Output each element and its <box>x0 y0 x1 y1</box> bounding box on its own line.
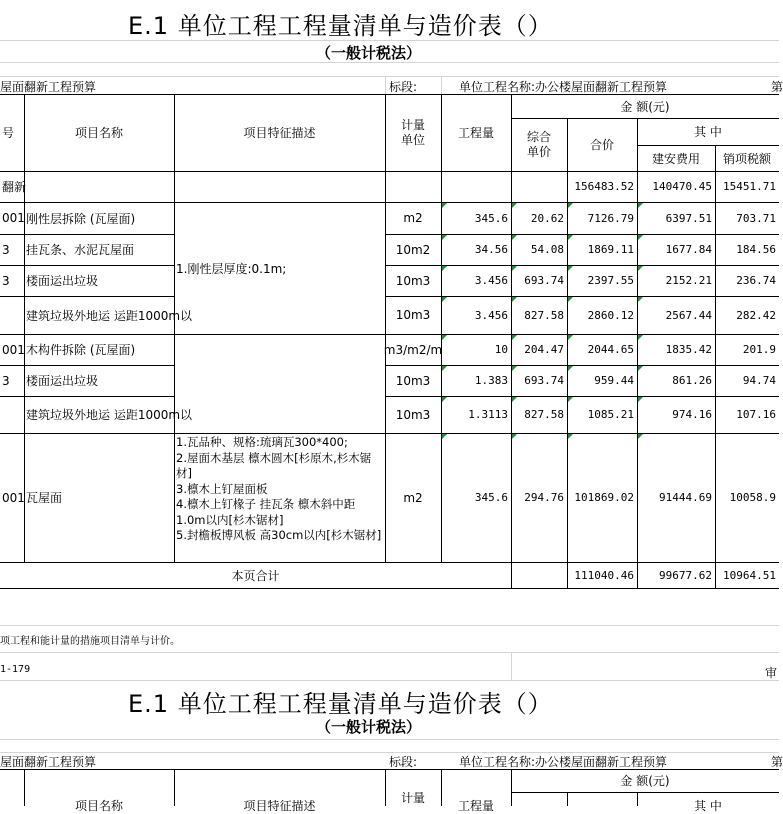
header-code: 号 <box>2 126 15 140</box>
footer-page-code: 1-179 <box>0 664 31 675</box>
feature-desc-group-1: 1.刚性层厚度:0.1m; <box>176 261 287 276</box>
header-item-name: 项目名称 <box>74 126 123 140</box>
cell-comment-marker <box>568 297 573 302</box>
project-name: 单位工程名称:办公楼屋面翻新工程预算 <box>459 80 668 94</box>
subtotal-construction: 99677.62 <box>659 568 712 582</box>
row-unit-price: 827.58 <box>524 408 564 421</box>
cell-comment-marker <box>512 397 517 402</box>
cell-comment-marker <box>638 335 643 340</box>
cell-comment-marker <box>512 235 517 240</box>
row-construction: 2567.44 <box>665 308 712 322</box>
row-total: 101869.02 <box>574 491 634 504</box>
project-label: 屋面翻新工程预算 <box>0 80 97 94</box>
feature-line: 1.瓦品种、规格:琉璃瓦300*400; <box>176 435 348 449</box>
header-feature-desc: 项目特征描述 <box>243 798 316 813</box>
subtotal-total: 111040.46 <box>574 568 634 582</box>
page-number-edge: 第 <box>771 755 783 769</box>
row-total: 2860.12 <box>587 308 634 322</box>
row-item-name: 建筑垃圾外地运 运距1000m以 <box>26 408 193 422</box>
row-tax: 107.16 <box>736 408 776 421</box>
footnote: 项工程和能计量的措施项目清单与计价。 <box>0 636 180 647</box>
row-tax: 184.56 <box>736 243 776 256</box>
header-amount: 金 额(元) <box>620 99 670 114</box>
row-code: 001 <box>2 490 25 505</box>
cell-comment-marker <box>442 434 447 439</box>
cell-comment-marker <box>638 434 643 439</box>
row-unit-price: 20.62 <box>530 211 564 225</box>
cell-comment-marker <box>638 266 643 271</box>
cell-comment-marker <box>638 297 643 302</box>
row-construction: 1677.84 <box>665 243 712 256</box>
section-label: 标段: <box>389 755 418 769</box>
row-total: 1869.11 <box>587 243 634 256</box>
row-unit-price: 827.58 <box>524 308 564 322</box>
cell-comment-marker <box>512 434 517 439</box>
cell-comment-marker <box>512 335 517 340</box>
row-unit: 10m2 <box>395 242 431 257</box>
header-of-which: 其 中 <box>694 125 722 139</box>
header-feature-desc: 项目特征描述 <box>243 126 316 140</box>
row-unit-price: 54.08 <box>530 243 564 256</box>
header-item-name: 项目名称 <box>74 798 123 813</box>
header-amount: 金 额(元) <box>620 774 670 788</box>
footer-review: 审 <box>765 666 778 680</box>
cell-comment-marker <box>442 203 447 208</box>
row-tax: 236.74 <box>736 274 776 287</box>
row-code: 001 <box>2 342 25 357</box>
row-code: 3 <box>2 273 10 288</box>
header-quantity: 工程量 <box>457 798 494 813</box>
row-quantity: 3.456 <box>474 274 508 287</box>
cell-comment-marker <box>568 266 573 271</box>
row-item-name: 刚性层拆除 (瓦屋面) <box>26 211 136 226</box>
cell-comment-marker <box>638 397 643 402</box>
row-unit: 10m3 <box>395 373 431 388</box>
row-total: 7126.79 <box>587 211 634 225</box>
cell-comment-marker <box>568 366 573 371</box>
row-tax: 282.42 <box>736 308 776 322</box>
feature-line: 4.檩木上钉椽子 挂瓦条 檩木斜中距 1.0m以内[杉木锯材] <box>176 497 356 527</box>
cell-comment-marker <box>568 235 573 240</box>
row-construction: 861.26 <box>672 374 712 387</box>
page-title: E.1 单位工程工程量清单与造价表（） <box>128 690 553 718</box>
cell-comment-marker <box>568 397 573 402</box>
row-total: 2044.65 <box>587 343 634 356</box>
row-item-name: 挂瓦条、水泥瓦屋面 <box>26 243 135 257</box>
row-unit: 10m3 <box>395 273 431 288</box>
row-construction: 1835.42 <box>665 343 712 356</box>
row-unit-price: 294.76 <box>524 491 564 504</box>
row-quantity: 345.6 <box>474 211 508 225</box>
row-construction: 2152.21 <box>665 274 712 287</box>
group-construction: 140470.45 <box>652 180 712 193</box>
row-tax: 703.71 <box>736 211 776 225</box>
project-name: 单位工程名称:办公楼屋面翻新工程预算 <box>459 755 668 769</box>
row-construction: 6397.51 <box>665 211 712 225</box>
page-subtitle: （一般计税法） <box>316 44 422 62</box>
row-item-name: 瓦屋面 <box>26 491 63 505</box>
row-quantity: 1.3113 <box>468 408 508 421</box>
row-item-name: 木构件拆除 (瓦屋面) <box>26 343 136 357</box>
group-tax: 15451.71 <box>723 180 776 193</box>
cell-comment-marker <box>638 235 643 240</box>
row-unit: m3/m2/m <box>383 342 443 357</box>
feature-line: 5.封檐板博风板 高30cm以内[杉木锯材] <box>176 528 382 542</box>
header-output-tax: 销项税额 <box>722 151 771 166</box>
subtotal-tax: 10964.51 <box>723 568 776 582</box>
header-construction-cost: 建安费用 <box>651 151 700 166</box>
header-unit: 计量 单位 <box>400 117 425 147</box>
cell-comment-marker <box>442 235 447 240</box>
feature-desc-group-3 <box>176 435 383 544</box>
row-quantity: 3.456 <box>474 308 508 322</box>
header-unit: 计量 <box>400 790 425 805</box>
cell-comment-marker <box>512 366 517 371</box>
row-quantity: 345.6 <box>474 491 508 504</box>
row-total: 2397.55 <box>587 274 634 287</box>
row-unit: 10m3 <box>395 308 431 322</box>
page-subtitle: （一般计税法） <box>316 718 422 736</box>
row-unit-price: 204.47 <box>524 343 564 356</box>
row-code: 3 <box>2 242 10 257</box>
cell-comment-marker <box>442 335 447 340</box>
row-unit: m2 <box>403 490 423 505</box>
row-tax: 94.74 <box>742 374 776 387</box>
row-code: 001 <box>2 211 25 225</box>
cell-comment-marker <box>568 434 573 439</box>
group-code: 翻新 <box>2 180 27 194</box>
row-item-name: 楼面运出垃圾 <box>26 374 99 388</box>
row-item-name: 建筑垃圾外地运 运距1000m以 <box>26 308 193 323</box>
section-label: 标段: <box>389 80 418 94</box>
row-code <box>0 396 24 433</box>
row-tax: 10058.9 <box>729 491 776 504</box>
cell-comment-marker <box>442 397 447 402</box>
row-quantity: 10 <box>494 343 508 356</box>
header-unit-price: 综合 单价 <box>526 129 551 159</box>
row-unit: 10m3 <box>395 407 431 422</box>
row-quantity: 34.56 <box>474 243 508 256</box>
feature-line: 3.檩木上钉屋面板 <box>176 481 268 496</box>
cell-comment-marker <box>568 203 573 208</box>
page-number-edge: 第 <box>771 80 783 94</box>
cell-comment-marker <box>568 335 573 340</box>
row-quantity: 1.383 <box>474 374 508 387</box>
row-code <box>0 296 24 334</box>
cell-comment-marker <box>442 266 447 271</box>
row-code: 3 <box>2 373 10 388</box>
row-unit-price: 693.74 <box>524 374 564 387</box>
row-construction: 974.16 <box>672 408 712 421</box>
cell-comment-marker <box>442 366 447 371</box>
cell-comment-marker <box>638 203 643 208</box>
row-construction: 91444.69 <box>659 491 712 504</box>
row-unit: m2 <box>403 211 423 225</box>
group-total: 156483.52 <box>574 180 634 193</box>
header-of-which: 其 中 <box>694 798 722 813</box>
row-tax: 201.9 <box>742 343 776 356</box>
row-total: 959.44 <box>594 374 634 387</box>
row-unit-price: 693.74 <box>524 274 564 287</box>
cell-comment-marker <box>512 297 517 302</box>
subtotal-label: 本页合计 <box>231 568 280 583</box>
feature-line: 2.屋面木基层 檩木圆木[杉原木,杉木锯材] <box>176 450 372 480</box>
row-total: 1085.21 <box>587 408 634 421</box>
header-total: 合价 <box>589 138 614 152</box>
header-quantity: 工程量 <box>457 126 494 140</box>
cell-comment-marker <box>512 266 517 271</box>
page-title: E.1 单位工程工程量清单与造价表（） <box>128 12 553 40</box>
row-item-name: 楼面运出垃圾 <box>26 274 99 288</box>
cell-comment-marker <box>638 366 643 371</box>
cell-comment-marker <box>442 297 447 302</box>
project-label: 屋面翻新工程预算 <box>0 755 97 769</box>
cell-comment-marker <box>512 203 517 208</box>
